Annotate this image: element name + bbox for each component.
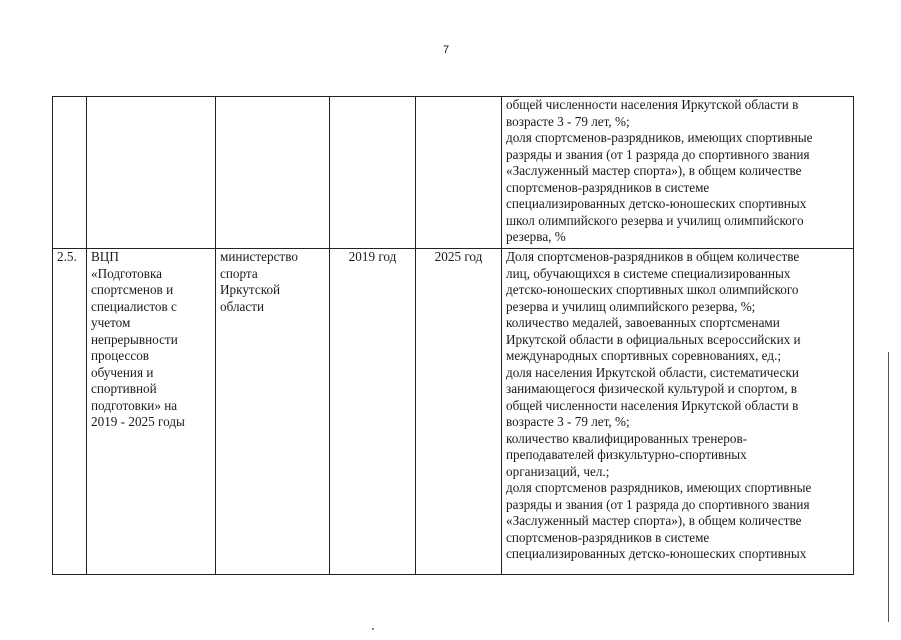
end-year-cell <box>416 97 502 249</box>
text-line: доля населения Иркутской области, систематически <box>506 364 799 380</box>
start-year-cell <box>330 97 416 249</box>
text-line: учетом <box>91 315 131 330</box>
text-line: резерва, % <box>506 229 566 244</box>
text-line: ВЦП <box>91 249 119 264</box>
executor-cell <box>216 249 330 575</box>
text-line: доля спортсменов разрядников, имеющих спортивные <box>506 480 812 495</box>
row-number-cell <box>53 97 87 249</box>
text-line: школ олимпийского резерва и училищ олимпийского <box>506 212 804 228</box>
text-line: общей численности населения Иркутской области в <box>506 397 799 413</box>
text-line: доля спортсменов-разрядников, имеющих спортивные <box>506 130 813 145</box>
text-line: спортсменов-разрядников в системе <box>506 529 710 545</box>
text-line: обучения и <box>91 364 154 380</box>
text-line: области <box>220 298 265 314</box>
text-line: процессов <box>91 348 150 363</box>
text-line: спортивной <box>91 381 157 396</box>
text-line: Доля спортсменов-разрядников в общем количестве <box>506 249 800 264</box>
row-number-cell: 2.5. <box>53 249 87 575</box>
scan-edge-line <box>888 352 889 622</box>
start-year-cell: 2019 год <box>330 249 416 575</box>
indicators-cell <box>502 97 854 249</box>
text-line: количество квалифицированных тренеров- <box>506 430 748 446</box>
text-line: организаций, чел.; <box>506 463 610 479</box>
end-year-cell: 2025 год <box>416 249 502 575</box>
text-line: общей численности населения Иркутской области в <box>506 97 799 112</box>
text-line: подготовки» на <box>91 397 178 413</box>
program-name-cell <box>87 97 216 249</box>
text-line: занимающегося физической культурой и спортом, в <box>506 381 798 396</box>
text-line: «Заслуженный мастер спорта»), в общем количестве <box>506 513 802 528</box>
text-line: Иркутской области в официальных всероссийских и <box>506 331 801 347</box>
text-line: специализированных детско-юношеских спортивных <box>506 196 807 211</box>
executor-cell <box>216 97 330 249</box>
text-line: непрерывности <box>91 331 178 347</box>
text-line: Иркутской <box>220 282 281 297</box>
text-line: министерство <box>220 249 298 264</box>
table-row <box>53 249 854 575</box>
text-line: количество медалей, завоеванных спортсменами <box>506 315 780 330</box>
program-table <box>52 96 854 575</box>
indicators-cell <box>502 249 854 575</box>
text-line: международных спортивных соревнованиях, ед.; <box>506 348 782 363</box>
text-line: детско-юношеских спортивных школ олимпийского <box>506 282 799 297</box>
text-line: разряды и звания (от 1 разряда до спортивного звания <box>506 496 810 512</box>
text-line: специалистов с <box>91 298 177 314</box>
text-line: спорта <box>220 265 258 281</box>
text-line: спортсменов-разрядников в системе <box>506 179 710 195</box>
text-line: разряды и звания (от 1 разряда до спортивного звания <box>506 146 810 162</box>
text-line: спортсменов и <box>91 282 174 297</box>
table-row <box>53 97 854 249</box>
text-line: «Заслуженный мастер спорта»), в общем количестве <box>506 163 802 178</box>
text-line: лиц, обучающихся в системе специализированных <box>506 265 791 281</box>
text-line: 2019 - 2025 годы <box>91 414 185 429</box>
scan-speck <box>372 628 374 630</box>
program-name-cell <box>87 249 216 575</box>
text-line: возрасте 3 - 79 лет, %; <box>506 113 630 129</box>
page-number: 7 <box>442 44 450 56</box>
text-line: возрасте 3 - 79 лет, %; <box>506 414 630 429</box>
text-line: «Подготовка <box>91 265 163 281</box>
text-line: преподавателей физкультурно-спортивных <box>506 447 747 462</box>
text-line: специализированных детско-юношеских спортивных <box>506 546 807 561</box>
text-line: резерва и училищ олимпийского резерва, %; <box>506 298 756 314</box>
